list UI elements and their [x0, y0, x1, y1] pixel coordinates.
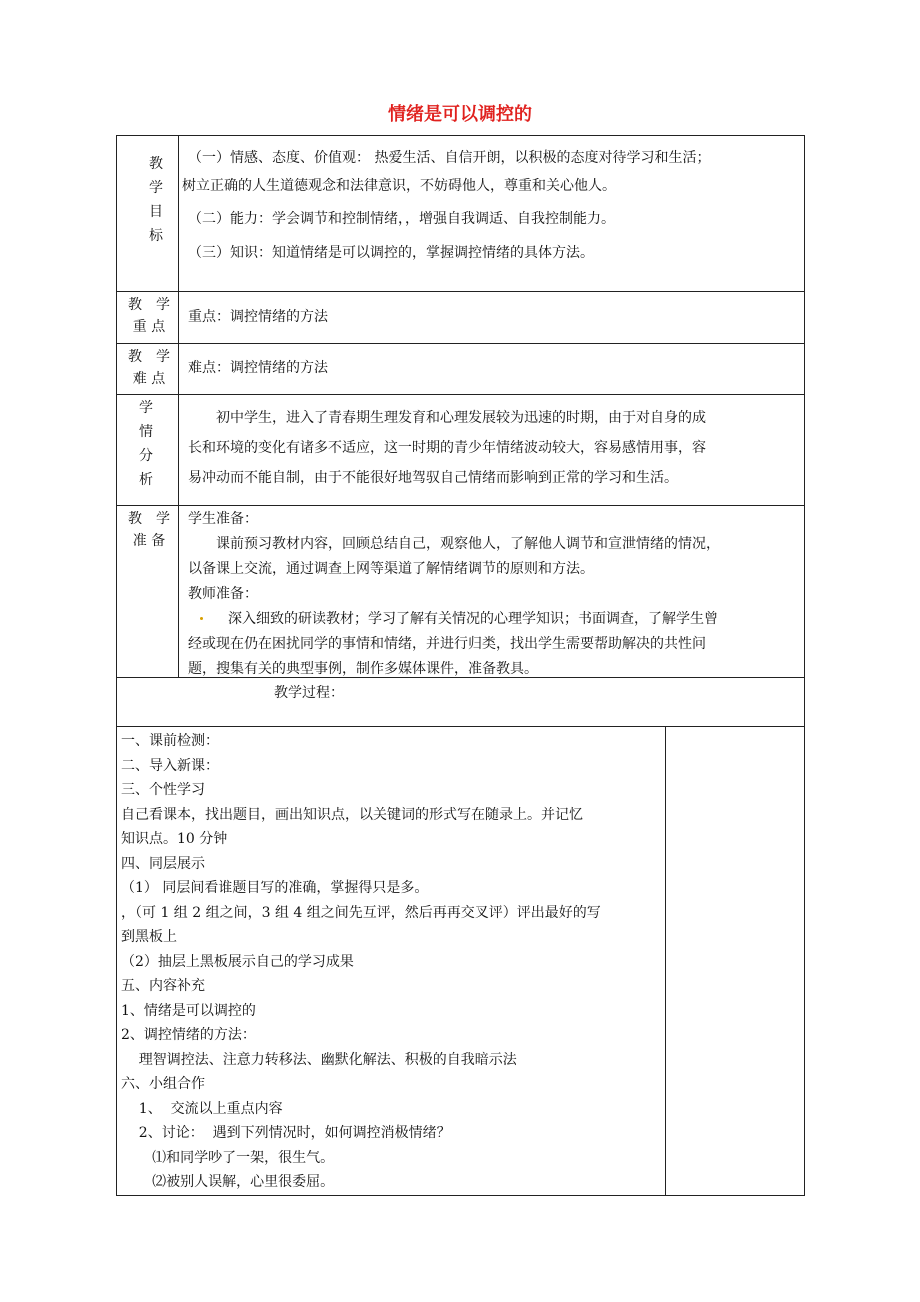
label-line: 教 学	[128, 511, 170, 527]
row-divider	[116, 726, 805, 727]
label-line: 准 备	[132, 533, 166, 549]
preparation-label	[120, 508, 178, 552]
process-line: （1） 同层间看谁题目写的准确，掌握得只是多。	[121, 880, 429, 896]
process-content	[121, 729, 661, 1195]
label-char: 学	[149, 180, 163, 196]
process-line: 自己看课本，找出题目，画出知识点，以关键词的形式写在随录上。并记忆	[121, 806, 583, 823]
teacher-prep-line: 经或现在仍在困扰同学的事情和情绪，并进行归类，找出学生需要帮助解决的共性问	[188, 636, 706, 652]
label-line: 教 学	[128, 297, 170, 313]
teacher-prep-heading: 教师准备：	[188, 586, 258, 602]
row-divider	[116, 291, 805, 292]
student-prep-heading: 学生准备：	[188, 511, 258, 527]
teacher-prep-line: 题，搜集有关的典型事例，制作多媒体课件，准备教具。	[188, 661, 538, 677]
label-char: 析	[139, 472, 153, 488]
label-line: 重 点	[132, 319, 166, 335]
label-char: 分	[139, 448, 153, 464]
objective-line: （三）知识：知道情绪是可以调控的，掌握调控情绪的具体方法。	[188, 245, 594, 261]
analysis-line: 易冲动而不能自制，由于不能很好地驾驭自己情绪而影响到正常的学习和生活。	[188, 470, 678, 486]
key-point-text: 重点：调控情绪的方法	[188, 309, 328, 325]
process-line: 到黑板上	[121, 929, 177, 945]
teacher-prep-line: 深入细致的研读教材；学习了解有关情况的心理学知识；书面调查，了解学生曾	[228, 611, 718, 627]
row-divider	[116, 343, 805, 344]
process-line: 六、小组合作	[121, 1076, 205, 1092]
process-heading: 教学过程：	[274, 685, 344, 701]
column-divider	[178, 135, 179, 677]
process-line: 三、个性学习	[121, 782, 205, 798]
process-line: 知识点。10 分钟	[121, 831, 228, 847]
page-title: 情绪是可以调控的	[388, 104, 532, 125]
key-point-label	[120, 294, 178, 338]
difficult-point-label	[120, 346, 178, 390]
analysis-line: 初中学生，进入了青春期生理发育和心理发展较为迅速的时期，由于对自身的成	[216, 410, 706, 426]
process-line: 2、讨论： 遇到下列情况时，如何调控消极情绪？	[121, 1125, 451, 1141]
objectives-label	[136, 152, 176, 248]
student-prep-line: 以备课上交流，通过调查上网等渠道了解情绪调节的原则和方法。	[188, 561, 594, 577]
process-line: ⑵被别人误解，心里很委屈。	[121, 1174, 335, 1190]
process-line: 2、调控情绪的方法：	[121, 1027, 256, 1043]
label-char: 情	[139, 424, 153, 440]
student-prep-line: 课前预习教材内容，回顾总结自己，观察他人，了解他人调节和宣泄情绪的情况，	[216, 536, 720, 552]
objectives-content	[182, 144, 800, 268]
difficult-point-text: 难点：调控情绪的方法	[188, 360, 328, 376]
label-line: 难 点	[132, 371, 166, 387]
label-char: 学	[139, 400, 153, 416]
label-char: 教	[149, 156, 163, 172]
label-char: 目	[149, 204, 163, 220]
objective-line: （二）能力：学会调节和控制情绪，，增强自我调适、自我控制能力。	[188, 211, 615, 227]
process-line: 一、课前检测：	[121, 733, 219, 749]
label-char: 标	[149, 228, 163, 244]
process-line: 1、 交流以上重点内容	[121, 1100, 283, 1117]
process-line: 理智调控法、注意力转移法、幽默化解法、积极的自我暗示法	[121, 1051, 517, 1068]
objective-line: 树立正确的人生道德观念和法律意识，不妨碍他人，尊重和关心他人。	[182, 178, 616, 194]
analysis-line: 长和环境的变化有诸多不适应，这一时期的青少年情绪波动较大，容易感情用事，容	[188, 440, 706, 456]
process-line: 二、导入新课：	[121, 757, 219, 774]
objective-line: （一）情感、态度、价值观： 热爱生活、自信开朗，以积极的态度对待学习和生活；	[188, 150, 711, 166]
marker-dot	[200, 617, 203, 620]
process-line: 五、内容补充	[121, 978, 205, 994]
label-line: 教 学	[128, 349, 170, 365]
row-divider	[116, 505, 805, 506]
process-line: ⑴和同学吵了一架，很生气。	[121, 1149, 335, 1166]
column-divider	[665, 726, 666, 1196]
analysis-content	[188, 403, 800, 493]
process-line: （2）抽层上黑板展示自己的学习成果	[121, 953, 354, 970]
analysis-label	[126, 396, 166, 492]
preparation-content	[188, 507, 800, 682]
process-line: ，（可 1 组 2 组之间，3 组 4 组之间先互评，然后再再交叉评）评出最好的写	[121, 904, 601, 921]
process-line: 四、同层展示	[121, 855, 205, 872]
row-divider	[116, 394, 805, 395]
process-line: 1、情绪是可以调控的	[121, 1002, 256, 1019]
